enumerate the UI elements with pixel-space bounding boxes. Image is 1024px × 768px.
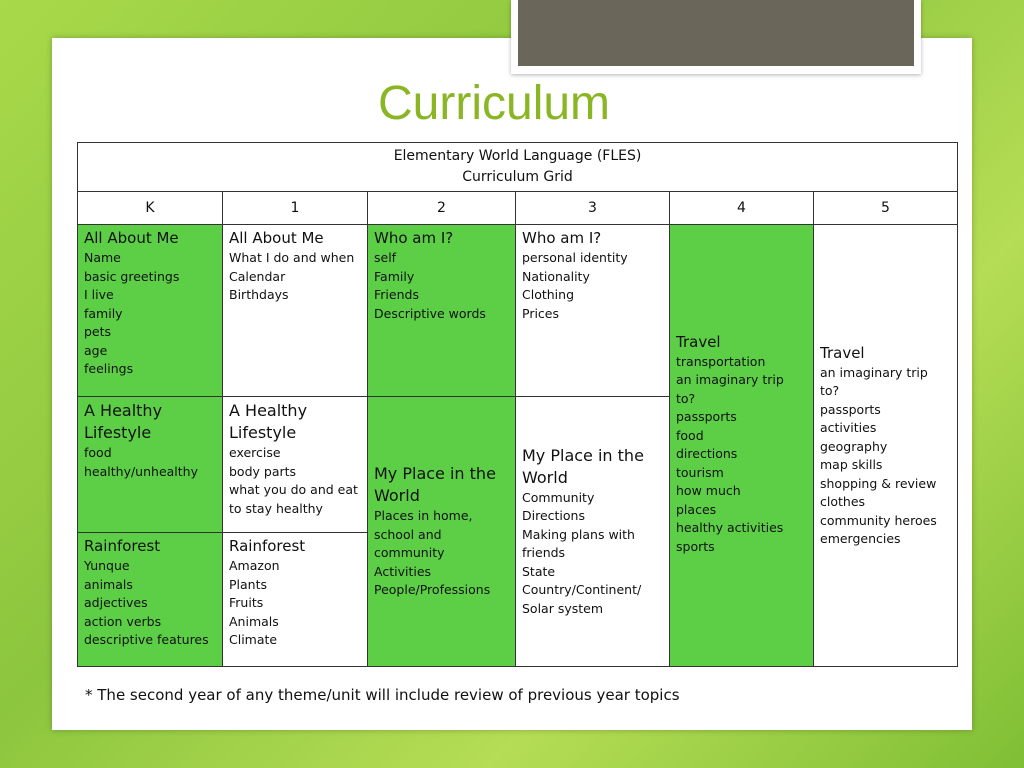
grade-header-row	[78, 192, 958, 225]
list-item: exercise	[229, 445, 281, 460]
table-title-line2: Curriculum Grid	[462, 169, 573, 185]
list-item: what you do and eat	[229, 482, 358, 497]
list-item: passports	[676, 409, 737, 425]
cell-1-rainforest	[223, 533, 368, 667]
list-item: Clothing	[522, 287, 575, 302]
cell-title: Travel	[676, 332, 721, 351]
list-item: self	[374, 250, 397, 265]
list-item: transportation	[676, 353, 766, 369]
list-item: action verbs	[84, 613, 162, 629]
list-item: I live	[84, 287, 114, 302]
grade-header-1: 1	[223, 192, 368, 225]
list-item: to?	[820, 383, 840, 398]
list-item: an imaginary trip	[820, 364, 928, 380]
cell-4-travel	[670, 225, 814, 667]
list-item: clothes	[820, 494, 866, 509]
list-item: Climate	[229, 632, 278, 647]
list-item: community heroes	[820, 512, 937, 528]
cell-title: World	[522, 467, 568, 487]
list-item: community	[374, 545, 445, 561]
grade-header-3: 3	[516, 192, 670, 225]
list-item: healthy/unhealthy	[84, 463, 198, 479]
list-item: Friends	[374, 287, 419, 302]
cell-title: Rainforest	[84, 537, 161, 555]
list-item: Activities	[374, 563, 432, 579]
list-item: family	[84, 305, 123, 321]
cell-k-rainforest	[78, 533, 223, 667]
cell-1-all-about-me	[223, 225, 368, 397]
cell-2-who-am-i	[368, 225, 516, 397]
cell-5-travel	[814, 225, 958, 667]
cell-title: A Healthy	[84, 401, 163, 420]
list-item: descriptive features	[84, 632, 209, 647]
cell-title: Lifestyle	[84, 423, 152, 442]
list-item: directions	[676, 446, 738, 462]
cell-2-my-place	[368, 397, 516, 667]
list-item: food	[84, 445, 112, 460]
cell-title: Who am I?	[374, 229, 454, 247]
slide-title: Curriculum	[378, 77, 611, 130]
table-title-cell	[78, 143, 958, 192]
grade-header-k: K	[78, 192, 223, 225]
list-item: People/Professions	[374, 582, 491, 598]
list-item: passports	[820, 401, 881, 417]
grade-header-4: 4	[670, 192, 814, 225]
list-item: Fruits	[229, 595, 264, 610]
table-title-line1: Elementary World Language (FLES)	[393, 148, 642, 164]
cell-k-all-about-me	[78, 225, 223, 397]
cell-3-who-am-i	[516, 225, 670, 397]
list-item: Community	[522, 489, 595, 505]
list-item: Solar system	[522, 600, 604, 616]
list-item: food	[676, 427, 704, 443]
cell-title: My Place in the	[374, 464, 496, 484]
list-item: to?	[676, 390, 696, 406]
list-item: an imaginary trip	[676, 372, 784, 388]
list-item: Making plans with	[522, 526, 635, 542]
list-item: shopping & review	[820, 475, 937, 491]
list-item: tourism	[676, 464, 724, 480]
list-item: adjectives	[84, 595, 148, 610]
list-item: Yunque	[84, 558, 130, 573]
list-item: healthy activities	[676, 520, 784, 536]
list-item: Birthdays	[229, 287, 289, 302]
list-item: emergencies	[820, 531, 901, 546]
list-item: body parts	[229, 463, 297, 479]
list-item: Prices	[522, 305, 560, 321]
list-item: Country/Continent/	[522, 582, 642, 598]
list-item: Name	[84, 250, 121, 265]
cell-title: World	[374, 486, 420, 506]
list-item: Plants	[229, 576, 268, 592]
list-item: What I do and when	[229, 250, 355, 265]
cell-title: All About Me	[229, 229, 324, 247]
title-decoration-tab	[511, 0, 921, 74]
cell-1-healthy-lifestyle	[223, 397, 368, 533]
curriculum-grid-table	[77, 142, 958, 667]
list-item: geography	[820, 438, 888, 454]
list-item: age	[84, 342, 108, 358]
list-item: how much	[676, 483, 741, 499]
grade-header-2: 2	[368, 192, 516, 225]
list-item: Amazon	[229, 558, 280, 573]
cell-k-healthy-lifestyle	[78, 397, 223, 533]
grade-header-5: 5	[814, 192, 958, 225]
list-item: personal identity	[522, 250, 628, 265]
list-item: animals	[84, 576, 133, 592]
cell-title: Lifestyle	[229, 423, 297, 442]
list-item: Calendar	[229, 268, 286, 284]
table-title-row	[78, 143, 958, 192]
cell-title: A Healthy	[229, 401, 308, 420]
list-item: pets	[84, 324, 112, 339]
list-item: to stay healthy	[229, 500, 323, 516]
list-item: sports	[676, 538, 715, 554]
list-item: map skills	[820, 457, 883, 472]
table-row	[78, 225, 958, 397]
list-item: friends	[522, 545, 566, 561]
cell-title: My Place in the	[522, 445, 644, 465]
list-item: feelings	[84, 361, 134, 376]
list-item: Descriptive words	[374, 305, 486, 321]
list-item: Places in home,	[374, 508, 473, 524]
title-decoration-bar	[518, 0, 914, 66]
cell-title: All About Me	[84, 229, 179, 247]
cell-3-my-place	[516, 397, 670, 667]
cell-title: Rainforest	[229, 537, 306, 555]
list-item: places	[676, 501, 717, 517]
list-item: Animals	[229, 613, 279, 629]
list-item: basic greetings	[84, 268, 180, 284]
list-item: Family	[374, 268, 415, 284]
list-item: school and	[374, 526, 442, 542]
list-item: Nationality	[522, 268, 590, 284]
list-item: activities	[820, 420, 877, 435]
list-item: Directions	[522, 508, 585, 524]
list-item: State	[522, 563, 556, 579]
footnote: * The second year of any theme/unit will include review of previous year topics	[85, 686, 680, 704]
cell-title: Who am I?	[522, 229, 602, 247]
cell-title: Travel	[820, 343, 865, 362]
